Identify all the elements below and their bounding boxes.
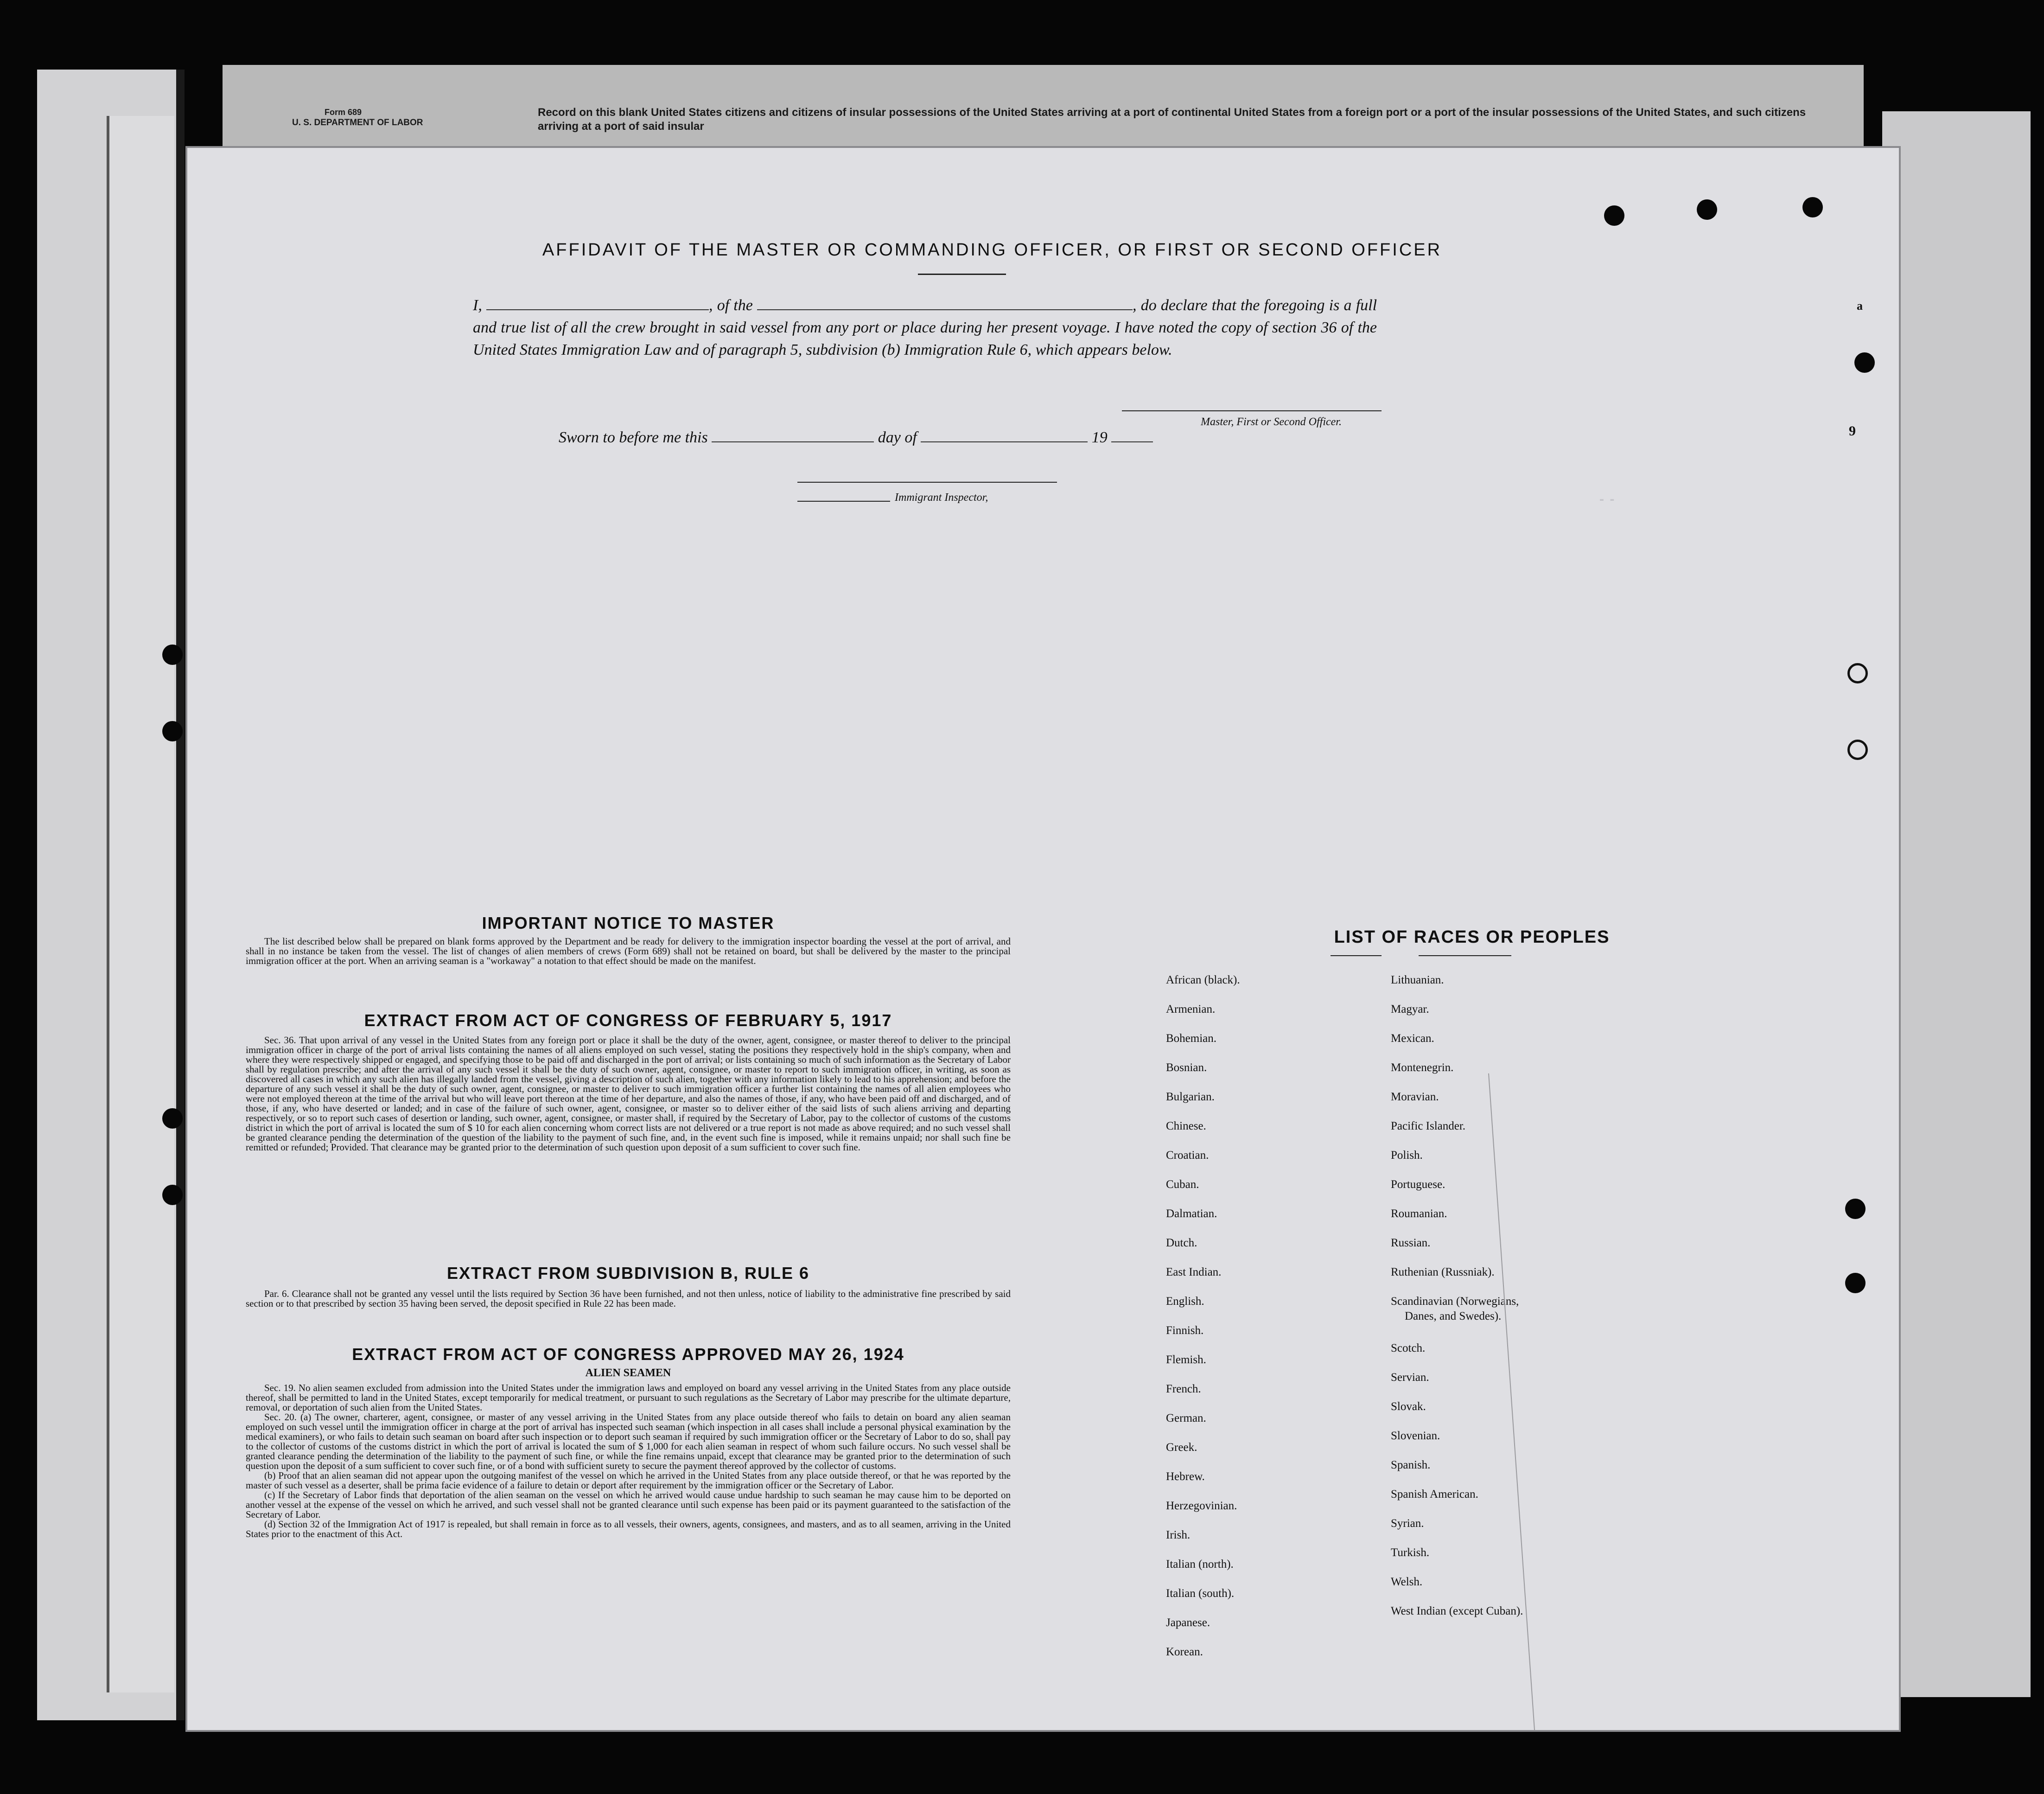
race-item: Danes, and Swedes). [1405, 1310, 1502, 1322]
race-item: Mexican. [1391, 1032, 1434, 1045]
race-item: Hebrew. [1166, 1470, 1205, 1483]
vessel-blank[interactable] [757, 295, 1133, 310]
race-item: Korean. [1166, 1646, 1203, 1658]
race-item: Japanese. [1166, 1616, 1210, 1629]
race-item: Chinese. [1166, 1120, 1206, 1132]
race-item: Ruthenian (Russniak). [1391, 1266, 1495, 1278]
extract-1924-title: EXTRACT FROM ACT OF CONGRESS APPROVED MAY 26, 1924 [352, 1345, 904, 1364]
race-item: Welsh. [1391, 1576, 1423, 1588]
race-item: Slovenian. [1391, 1430, 1440, 1442]
race-item: Herzegovinian. [1166, 1500, 1237, 1512]
races-dash [1331, 955, 1382, 956]
race-item: Bohemian. [1166, 1032, 1217, 1045]
race-item: Scandinavian (Norwegians, [1391, 1295, 1519, 1308]
race-item: Lithuanian. [1391, 974, 1444, 986]
race-item: Moravian. [1391, 1091, 1439, 1103]
race-item: Greek. [1166, 1441, 1197, 1454]
punch-hole [162, 1185, 183, 1205]
sworn-day-blank[interactable] [712, 429, 874, 442]
sec-20d: (d) Section 32 of the Immigration Act of 1917 is repealed, but shall remain in force as to all vessels, their owners, agents, consignees, and masters, and as to all seamen, arriving in the United States prior to the enactment of this Act. [246, 1519, 1011, 1539]
punch-hole [162, 1108, 183, 1129]
affidavit-i: I, [473, 297, 482, 314]
race-item: Slovak. [1391, 1400, 1426, 1413]
race-item: Syrian. [1391, 1517, 1424, 1530]
race-item: Armenian. [1166, 1003, 1216, 1015]
affidavit-title: AFFIDAVIT OF THE MASTER OR COMMANDING OFFICER, OR FIRST OR SECOND OFFICER [542, 240, 1442, 260]
race-item: Spanish. [1391, 1459, 1431, 1471]
punch-hole [1802, 197, 1823, 217]
race-item: Magyar. [1391, 1003, 1429, 1015]
sworn-line [559, 429, 1153, 447]
punch-hole [1604, 205, 1624, 226]
race-item: Dalmatian. [1166, 1207, 1217, 1220]
race-item: Bulgarian. [1166, 1091, 1215, 1103]
race-item: German. [1166, 1412, 1206, 1424]
signature-line [1122, 410, 1382, 411]
back-form-number: Form 689 [325, 108, 362, 117]
race-item: Pacific Islander. [1391, 1120, 1466, 1132]
affidavit-of-the: , of the [709, 297, 753, 314]
back-notice: Record on this blank United States citizens and citizens of insular possessions of the United States arriving at a port of continental United States from a foreign port or a port of the insular possessions of the United States, and such citizens arriving at a port of said insular [538, 106, 1806, 133]
race-item: Dutch. [1166, 1237, 1197, 1249]
race-item: Spanish American. [1391, 1488, 1478, 1500]
punch-hole [1854, 352, 1875, 373]
sworn-month-blank[interactable] [921, 429, 1088, 442]
race-item: West Indian (except Cuban). [1391, 1605, 1523, 1617]
race-item: Cuban. [1166, 1178, 1199, 1191]
sec-19: Sec. 19. No alien seamen excluded from admission into the United States under the immigration laws and employed on board any vessel arriving in the United States from any place outside thereof, shall be permitted to land in the United States, except temporarily for medical treatment, or pursuant to such regulations as the Secretary of Labor may prescribe for the ultimate departure, removal, or deportation of such alien from the United States. [246, 1382, 1011, 1413]
sec-20a: Sec. 20. (a) The owner, charterer, agent, consignee, or master of any vessel arriving in the United States from any place outside thereof who fails to detain on board any alien seaman employed on such vessel until the immigration officer in charge at the port of arrival has inspected such seaman (which inspection in all cases shall include a personal physical examination by the medical examiners), or who fails to detain such seaman on board after such inspection or to deport such seaman if required by such immigration officer or the Secretary of Labor to do so, shall pay to the collector of customs of the customs district in which the port of arrival is located the sum of $ 1,000 for each alien seaman in respect of whom such failure occurs. No such vessel shall be granted clearance pending the determination of the liability to the payment of such fine, or while the fine remains unpaid, except that clearance may be granted prior to the determination of such question upon the deposit of a sum sufficient to cover such fine, or of a bond with sufficient surety to secure the payment thereof approved by the collector of customs. [246, 1411, 1011, 1471]
notice-title: IMPORTANT NOTICE TO MASTER [482, 913, 775, 932]
sworn-text: Sworn to before me this [559, 429, 708, 446]
sworn-year-blank[interactable] [1111, 429, 1153, 442]
name-blank[interactable] [486, 295, 709, 310]
race-item: Croatian. [1166, 1149, 1209, 1162]
extract-1924-subtitle: ALIEN SEAMEN [585, 1367, 671, 1379]
race-item: Polish. [1391, 1149, 1423, 1162]
inspector-line-top [797, 482, 1057, 483]
ghost-mark: - - [1599, 492, 1616, 507]
races-rule [1419, 955, 1511, 956]
race-item: English. [1166, 1295, 1204, 1308]
race-item: Russian. [1391, 1237, 1431, 1249]
extract-1917-body: Sec. 36. That upon arrival of any vessel in the United States from any foreign port or place it shall be the duty of the owner, agent, consignee, or master thereof to deliver to the principal immigration officer in charge of the port of arrival lists containing the names of all aliens employed on such vessel, stating the positions they respectively hold in the ship's company, when and where they were respectively shipped or engaged, and specifying those to be paid off and discharged in the port of arrival; or lists containing so much of such information as the Secretary of Labor shall by regulation prescribe; and after the arrival of any such vessel it shall be the duty of such owner, agent, consignee, or master to report to such immigration officer, in writing, as soon as discovered all cases in which any such alien has illegally landed from the vessel, giving a description of such alien, together with any information likely to lead to his apprehension; and before the departure of any such vessel it shall be the duty of such owner, agent, consignee, or master to deliver to such immigration officer a further list containing the names of all alien employees who were not employed thereon at the time of the arrival but who will leave port thereon at the time of her departure, and also the names of those, if any, who have been paid off and discharged, and of those, if any, who have deserted or landed; and in case of the failure of such owner, agent, consignee, or master so to deliver either of the said lists of such aliens arriving and departing respectively, or so to report such cases of desertion or landing, such owner, agent, consignee, or master shall, if required by the Secretary of Labor, pay to the collector of customs of the customs district in which the port of arrival is located the sum of $ 10 for each alien concerning whom correct lists are not delivered or a true report is not made as above required; and no such vessel shall be granted clearance pending the determination of the question of the liability to the payment of such fine, and, in the event such fine is imposed, while it remains unpaid; nor shall such fine be remitted or refunded; Provided. That clearance may be granted prior to the determination of such question upon deposit of a sum sufficient to cover such fine. [246, 1034, 1011, 1153]
race-item: French. [1166, 1383, 1201, 1395]
punch-hole [162, 721, 183, 741]
inspector-label: Immigrant Inspector, [895, 492, 988, 504]
affidavit-body: that the foregoing is a full and true list of all the crew brought in said vessel from any port or place during her present voyage. I have noted the copy of section 36 of the United States Immigration Law and of paragraph 5, subdivision (b) Immigration Rule 6, which appears below. [473, 297, 1377, 358]
punch-hole [1845, 1199, 1866, 1219]
year-prefix: 19 [1091, 429, 1108, 446]
sec-20b: (b) Proof that an alien seaman did not appear upon the outgoing manifest of the vessel on which he arrived in the United States from any place outside thereof, or that he was reported by the master of such vessel as a deserter, shall be prima facie evidence of a failure to detain or deport after requirement by the immigration officer or the Secretary of Labor. [246, 1470, 1011, 1491]
notice-body: The list described below shall be prepared on blank forms approved by the Department and be ready for delivery to the immigration inspector boarding the vessel at the port of arrival, and shall in no instance be taken from the vessel. The list of changes of alien members of crews (Form 689) shall not be retained on board, but shall be delivered by the master to the principal immigration officer at the port. When an arriving seaman is a "workaway" a notation to that effect should be made on the manifest. [246, 936, 1011, 966]
day-of-text: day of [878, 429, 917, 446]
race-item: Flemish. [1166, 1353, 1206, 1366]
race-item: Finnish. [1166, 1324, 1204, 1337]
race-item: Irish. [1166, 1529, 1191, 1541]
punch-hole [162, 645, 183, 665]
race-item: Roumanian. [1391, 1207, 1447, 1220]
race-item: Turkish. [1391, 1546, 1430, 1559]
signature-label: Master, First or Second Officer. [1201, 416, 1342, 428]
race-item: Portuguese. [1391, 1178, 1445, 1191]
extract-rule6-body: Par. 6. Clearance shall not be granted any vessel until the lists required by Section 36 have been furnished, and not then unless, notice of liability to the administrative fine prescribed by said section or to that prescribed by section 35 having been served, the deposit specified in Rule 22 has been made. [246, 1288, 1011, 1309]
back-department: U. S. DEPARTMENT OF LABOR [292, 118, 423, 128]
race-item: Montenegrin. [1391, 1061, 1454, 1074]
paper-fold-crease [1488, 1073, 1540, 1730]
right-back-sheet [1882, 111, 2031, 1697]
race-item: Scotch. [1391, 1342, 1426, 1354]
race-item: Bosnian. [1166, 1061, 1207, 1074]
inspector-line [797, 501, 890, 502]
margin-number: 9 [1849, 423, 1856, 439]
extract-rule6-title: EXTRACT FROM SUBDIVISION B, RULE 6 [446, 1264, 810, 1283]
punch-hole [1697, 199, 1717, 220]
race-item: Servian. [1391, 1371, 1429, 1384]
affidavit-text [473, 294, 1377, 361]
race-item: Italian (south). [1166, 1587, 1235, 1600]
margin-letter: a [1857, 299, 1863, 313]
punch-hole-ring [1847, 663, 1868, 683]
extract-1924-body [246, 1383, 1011, 1539]
title-rule [918, 274, 1006, 275]
punch-hole [1845, 1273, 1866, 1293]
extract-1917-title: EXTRACT FROM ACT OF CONGRESS OF FEBRUARY 5, 1917 [364, 1011, 892, 1030]
punch-hole-ring [1847, 740, 1868, 760]
manifest-page [185, 146, 1901, 1732]
affidavit-do-declare: , do declare [1133, 297, 1208, 314]
left-paper-strip-inner [107, 116, 174, 1692]
sec-20c: (c) If the Secretary of Labor finds that deportation of the alien seaman on the vessel on which he arrived would cause undue hardship to such seaman he may cause him to be deported on another vessel at the expense of the vessel on which he arrived, and such vessel shall not be granted clearance until such expense has been paid or its payment guaranteed to the satisfaction of the Secretary of Labor. [246, 1489, 1011, 1520]
race-item: East Indian. [1166, 1266, 1222, 1278]
races-title: LIST OF RACES OR PEOPLES [1334, 927, 1610, 947]
race-item: Italian (north). [1166, 1558, 1234, 1571]
race-item: African (black). [1166, 974, 1240, 986]
